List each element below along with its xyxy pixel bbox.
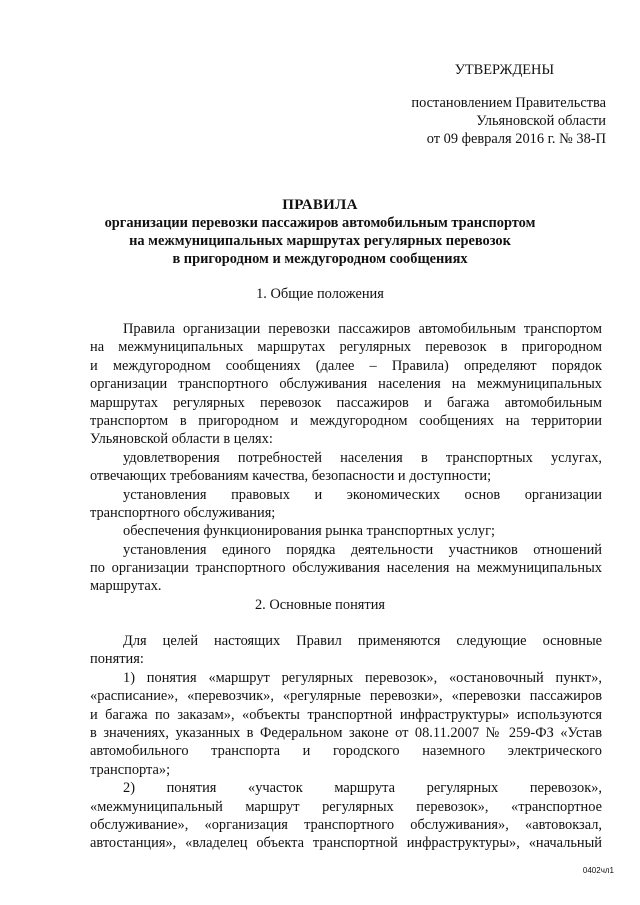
- text-line: транспортного обслуживания;: [90, 504, 276, 521]
- section-2-body: [90, 632, 602, 853]
- text-line: Правила организации перевозки пассажиров автомобильным транспортом: [123, 321, 602, 337]
- decree-line-1: постановлением Правительства: [411, 95, 606, 111]
- text-line: 1) понятия «маршрут регулярных перевозок», «остановочный пункт»,: [123, 669, 602, 686]
- text-line: автостанция», «владелец объекта транспортной инфраструктуры», «начальный: [90, 835, 602, 852]
- text-line: и багажа по заказам», «объекты транспортной инфраструктуры» используются: [90, 706, 602, 723]
- text-line: автомобильного транспорта и городского наземного электрического: [90, 743, 602, 760]
- decree-line-3: от 09 февраля 2016 г. № 38-П: [426, 131, 606, 147]
- text-line: в значениях, указанных в Федеральном законе от 08.11.2007 № 259-ФЗ «Устав: [90, 724, 602, 741]
- text-line: обслуживание», «организация транспортного обслуживания», «автовокзал,: [90, 816, 602, 833]
- text-line: отвечающих требованиям качества, безопасности и доступности;: [90, 468, 492, 485]
- decree-line-2: Ульяновской области: [476, 113, 606, 129]
- text-line: обеспечения функционирования рынка транспортных услуг;: [123, 523, 495, 540]
- text-line: «межмуниципальный маршрут регулярных перевозок», «транспортное: [90, 798, 602, 815]
- document-subtitle-line-2: на межмуниципальных маршрутах регулярных перевозок: [129, 233, 511, 249]
- text-line: маршрутах регулярных перевозок пассажиров и багажа автомобильным: [90, 394, 602, 411]
- section-1-intro-paragraph: [90, 320, 602, 596]
- text-line: транспортом в пригородном и междугородном сообщениях на территории: [90, 412, 602, 429]
- text-line: Для целей настоящих Правил применяются следующие основные: [123, 633, 602, 649]
- text-line: «расписание», «перевозчик», «регулярные перевозки», «перевозки пассажиров: [90, 688, 602, 705]
- text-line: по организации транспортного обслуживания населения на межмуниципальных: [90, 560, 602, 577]
- document-subtitle-line-3: в пригородном и междугородном сообщениях: [172, 251, 468, 267]
- document-code: 0402чл1: [582, 865, 614, 875]
- text-line: установления единого порядка деятельности участников отношений: [123, 541, 602, 558]
- text-line: на межмуниципальных маршрутах регулярных перевозок в пригородном: [90, 339, 602, 356]
- text-line: маршрутах.: [90, 578, 162, 595]
- text-line: удовлетворения потребностей населения в транспортных услугах,: [123, 449, 602, 466]
- text-line: 2) понятия «участок маршрута регулярных перевозок»,: [123, 780, 602, 797]
- text-line: установления правовых и экономических основ организации: [123, 486, 602, 503]
- approval-stamp: УТВЕРЖДЕНЫ: [454, 62, 554, 78]
- document-title: ПРАВИЛА: [282, 197, 358, 213]
- text-line: и междугородном сообщениях (далее – Правила) определяют порядок: [90, 357, 602, 374]
- document-subtitle-line-1: организации перевозки пассажиров автомобильным транспортом: [104, 215, 536, 231]
- text-line: понятия:: [90, 651, 144, 668]
- section-1-heading: 1. Общие положения: [256, 286, 384, 302]
- text-line: транспорта»;: [90, 761, 171, 778]
- text-line: Ульяновской области в целях:: [90, 431, 273, 448]
- text-line: организации транспортного обслуживания населения на межмуниципальных: [90, 376, 602, 393]
- section-2-heading: 2. Основные понятия: [254, 597, 386, 613]
